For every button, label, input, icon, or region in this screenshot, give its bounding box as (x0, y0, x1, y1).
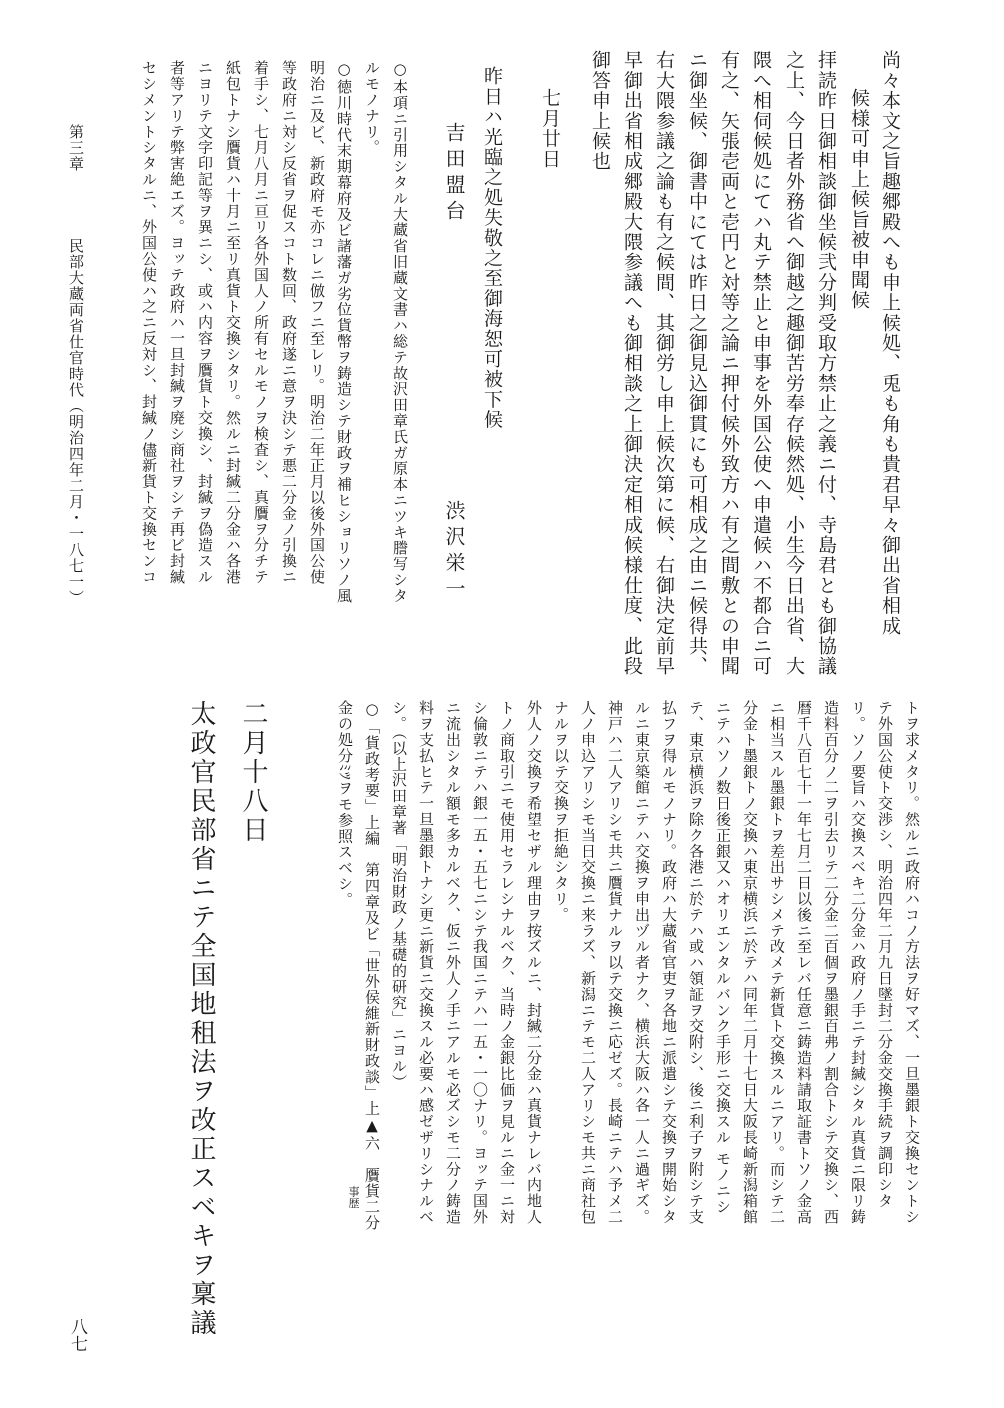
note-line: 暦千八百七十一年七月二日以後ニ至レバ任意ニ鋳造料請取証書トソノ金高 (795, 700, 813, 1225)
letter-line: 早御出省相成郷殿大隈参議へも御相談之上御決定相成候様仕度、此段 (621, 50, 643, 677)
note-line: シ。（以上沢田章著「明治財政ノ基礎的研究」ニヨル） (390, 700, 408, 1090)
note-line: ルモノナリ。 (363, 60, 381, 156)
page-number: 八七 (67, 1318, 87, 1352)
letter-date: 七月廿日 (539, 88, 561, 169)
note-line: ○本項ニ引用シタル大蔵省旧蔵文書ハ総テ故沢田章氏ガ原本ニツキ謄写シタ (391, 60, 409, 604)
note-line: ○徳川時代末期幕府及ビ諸藩ガ劣位貨幣ヲ鋳造シテ財政ヲ補ヒショリソノ風 (335, 60, 353, 604)
letter-line: 尚々本文之旨趣郷殿へも申上候処、兎も角も貴君早々御出省相成 (879, 50, 901, 636)
running-header: 民部大蔵両省仕官時代（明治四年二月・一八七一） (67, 238, 85, 606)
note-line: 者等アリテ弊害絶エズ。ヨッテ政府ハ一旦封緘ヲ廃シ商社ヲシテ再ビ封緘 (168, 60, 186, 585)
note-line: 造料百分ノ二ヲ引去リテ二分金二百個ヲ墨銀百弗ノ割合トシテ交換シ、西 (822, 700, 840, 1225)
note-line: 着手シ、七月八月ニ亘リ各外国人ノ所有セルモノヲ検査シ、真贋ヲ分チテ (252, 60, 270, 585)
note-line: 分金ト墨銀トノ交換ハ東京横浜ニ於テハ同年二月十七日大阪長崎新潟箱館 (741, 700, 759, 1225)
note-line: ニ相当スル墨銀トヲ差出サシメテ改メテ新貨ト交換スルニアリ。而シテ二 (768, 700, 786, 1225)
note-line: リ。ソノ要旨ハ交換スベキ二分金ハ政府ノ手ニテ封緘シタル真貨ニ限リ鋳 (849, 700, 867, 1225)
letter-signer: 渋沢栄一 (442, 500, 466, 604)
letter-line: 有之、矢張壱両と壱円と対等之論ニ押付候外致方ハ有之間敷との申聞 (718, 50, 740, 677)
note-line: 金の処分ﾐﾂヲモ参照スベシ。 (336, 700, 354, 908)
note-line: ニ流出シタル額モ多カルベク、仮ニ外人ノ手ニアルモ必ズシモ二分ノ鋳造 (444, 700, 462, 1225)
letter-line: 候様可申上候旨被申聞候 (848, 88, 870, 311)
section-title: 太政官民部省ニテ全国地租法ヲ改正スベキヲ稟議 (186, 700, 216, 1338)
note-line: 払フヲ得ルモノナリ。政府ハ大蔵省官吏ヲ各地ニ派遣シテ交換ヲ開始シタ (660, 700, 678, 1225)
note-line: ニテハソノ数日後正銀又ハオリエンタルバンク手形ニ交換スル モノニシ (714, 700, 732, 1215)
letter-closing: 昨日ハ光臨之処失敬之至御海恕可被下候 (481, 66, 503, 430)
note-line: ニヨリテ文字印記等ヲ異ニシ、或ハ内容ヲ贋貨ト交換シ、封緘ヲ偽造スル (196, 60, 214, 585)
note-line: ルニ東京築館ニテハ交換ヲ申出ヅル者ナク、横浜大阪ハ各一人ニ過ギズ。 (633, 700, 651, 1225)
section-date: 二月十八日 (238, 700, 268, 845)
letter-line: 隈へ相伺候処にてハ丸テ禁止と申事を外国公使へ申遣候ハ不都合ニ可 (750, 50, 772, 677)
note-line: 人ノ申込アリシモ当日交換ニ来ラズ、新潟ニテモ二人アリシモ共ニ商社包 (579, 700, 597, 1225)
interlinear-note: 事歴 (347, 1186, 360, 1209)
note-line: 明治ニ及ビ、新政府モ亦コレニ倣フニ至レリ。明治二年正月以後外国公使 (308, 60, 326, 585)
note-line: 外人ノ交換ヲ希望セザル理由ヲ按ズルニ、封緘二分金ハ真貨ナレバ内地人 (525, 700, 543, 1225)
chapter-label: 第三章 (67, 124, 85, 172)
letter-line: 之上、今日者外務省へ御越之趣御苦労奉存候然処、小生今日出省、大 (783, 50, 805, 677)
note-line: 紙包トナシ贋貨ハ十月ニ至リ真貨ト交換シタリ。然ルニ封緘二分金ハ各港 (224, 60, 242, 585)
letter-line: 右大隈参議之論も有之候間、其御労し申上候次第に候、右御決定前早 (653, 50, 675, 677)
note-line: 料ヲ支払ヒテ一旦墨銀トナシ更ニ新貨ニ交換スル必要ハ感ゼザリシナルベ (417, 700, 435, 1225)
letter-line: ニ御坐候、御書中にては昨日之御見込御貫にも可相成之由ニ候得共、 (686, 50, 708, 677)
note-line: 神戸ハ二人アリシモ共ニ贋貨ナルヲ以テ交換ニ応ゼズ。長崎ニテハ予メ二 (606, 700, 624, 1225)
note-line: トヲ求メタリ。然ルニ政府ハコノ方法ヲ好マズ、一旦墨銀ト交換セントシ (903, 700, 921, 1225)
note-line: テ、東京横浜ヲ除ク各港ニ於テハ或ハ領証ヲ交附シ、後ニ利子ヲ附シテ支 (687, 700, 705, 1225)
letter-line: 御答申上候也 (589, 50, 611, 172)
note-line: トノ商取引ニモ使用セラレシナルベク、当時ノ金銀比価ヲ見ルニ金一ニ対 (498, 700, 516, 1225)
note-line: セシメントシタルニ、外国公使ハ之ニ反対シ、封緘ノ儘新貨ト交換センコ (140, 60, 158, 585)
letter-addressee: 吉田盟台 (442, 122, 466, 226)
note-line: テ外国公使ト交渉シ、明治四年二月九日墜封二分金交換手続ヲ調印シタ (876, 700, 894, 1209)
note-line: ナルヲ以テ交換ヲ拒絶シタリ。 (552, 700, 570, 923)
letter-line: 拝読昨日御相談御坐候弐分判受取方禁止之義ニ付、寺島君とも御協議 (815, 50, 837, 677)
note-line: ○「貨政考要」上編 第四章及ビ「世外侯維新財政談」上▲六 贋貨二分 (363, 700, 381, 1231)
note-line: 等政府ニ対シ反省ヲ促スコト数回、政府遂ニ意ヲ決シテ悪二分金ノ引換ニ (280, 60, 298, 585)
note-line: シ倫敦ニテハ銀一五・五七ニシテ我国ニテハ一五・一〇ナリ。ヨッテ国外 (471, 700, 489, 1225)
